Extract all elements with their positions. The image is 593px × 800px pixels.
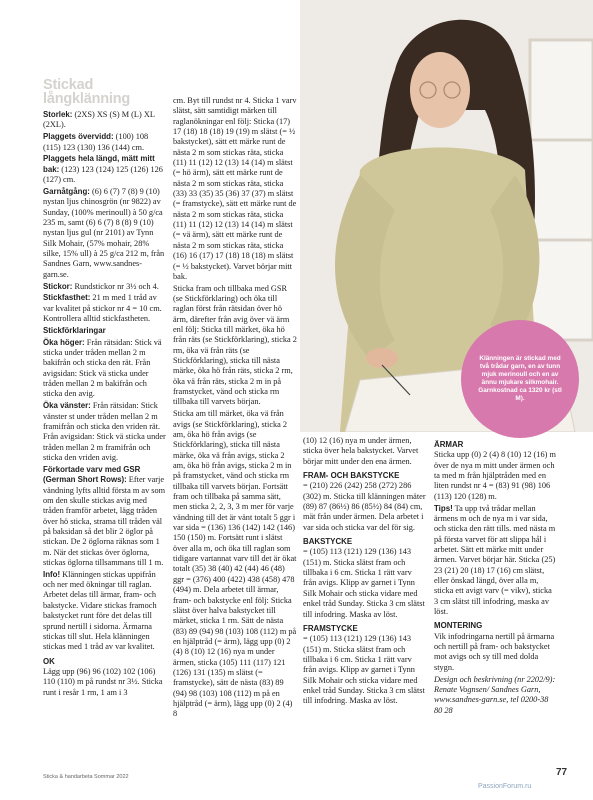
photo-caption-text: Klänningen är stickad med två trådar garn, en av tunn mjuk merinoull och en av ännu mjukare silkmohair. Garnkostnad ca 1320 kr (stl M). [478,354,562,403]
paragraph-label: Stickfasthet: [43,293,91,303]
paragraph-text: cm. Byt till rundst nr 4. Sticka 1 varv slätst, sätt samtidigt märken till raglanökningar enl följ: Sticka (17) 17 (18) 18 (18) 19 (19) m slätst (= ½ bakstycket), sätt ett märke runt de nästa 2 m som stickas räta, sticka (11) 11 (12) 12 (13) 14 (14) m slätst (= hö ärm), sätt ett märke runt de nästa 2 m som stickas räta, sticka (33) 33 (35) 35 (36) 37 (37) m slätst (= framstycke), sätt ett märke runt de nästa 2 m som stickas räta, sticka (11) 11 (12) 12 (13) 14 (14) m slätst (= vä ärm), sätt ett märke runt de nästa 2 m som stickas räta, sticka (16) 16 (17) 17 (18) 18 (18) m slätst (= ½ bakstycket). Varvet börjar mitt bak. [173,96,297,281]
paragraph [43,338,166,400]
paragraph [173,409,297,719]
paragraph-label: Plaggets övervidd: [43,132,114,142]
paragraph [434,504,558,618]
paragraph [43,465,166,568]
section-heading: MONTERING [434,621,483,631]
paragraph-text: Från rätsidan: Stick vänster st under tråden mellan 2 m framifrån och sticka den vriden rät. Från avigsidan: Stick vä sticka under tråden mellan 2 m framifrån och sticka den vriden avig. [43,401,166,462]
paragraph-text: (123) 123 (124) 125 (126) 126 (127) cm. [43,164,163,185]
paragraph [434,675,558,716]
watermark-text: PassionForum.ru [478,783,532,790]
paragraph-text: (10) 12 (16) nya m under ärmen, sticka över hela bakstycket. Varvet börjar mitt under den ena ärmen. [303,436,419,466]
section-heading: OK [43,656,55,666]
paragraph [303,547,427,619]
paragraph-text: Efter varje vändning lyfts alltid första m av som om den skulle stickas avig med tråden framför arbetet, lägg tråden över hö sticka, strama till tråden väl på baksidan så det blir 2 öglor på stickan. De 2 öglorna räknas som 1 m. När det stickas över öglorna, stickas öglorna tillsammans till 1 m. [43,475,166,567]
page-number: 77 [556,767,568,778]
column-2 [173,96,297,721]
paragraph [43,282,166,292]
paragraph-text: (6) 6 (7) 7 (8) 9 (10) nystan ljus chinosgrön (nr 9822) av Sunday, (100% merinoull) à 50 g/ca 235 m, samt (6) 6 (7) 8 (8) 9 (10) nystan ljus gul (nr 2101) av Tynn Silk Mohair, (57% mohair, 28% silke, 15% ull) à 25 g/ca 212 m, från Sandnes Garn, www.sandnes-garn.se. [43,186,165,279]
paragraph-text: (2XS) XS (S) M (L) XL (2XL). [43,110,155,130]
paragraph [43,110,166,131]
paragraph [43,293,166,324]
footer-magazine-name: Sticka & handarbeta Sommar 2022 [43,774,129,780]
article-title: Stickad långklänning [43,77,131,107]
paragraph [173,96,297,282]
section-heading: ÄRMAR [434,440,464,449]
paragraph-text: Rundstickor nr 3½ och 4. [72,281,159,291]
paragraph-text: 21 m med 1 tråd av var kvalitet på stickor nr 4 = 10 cm. Kontrollera alltid stickfastheten. [43,293,162,324]
paragraph-text: Klänningen stickas uppifrån och ner med ökningar till raglan. Arbetet delas till ärmar, fram- och bakstycke. Vidare stickas framoch bakstycket runt före det delas till sprund nertill i sidorna. Ärmarna stickas till slut. Hela klänningen stickas med 1 tråd av var kvalitet. [43,569,157,652]
paragraph [303,481,427,533]
paragraph [303,634,427,706]
paragraph-text: = (105) 113 (121) 129 (136) 143 (151) m. Sticka slätst fram och tillbaka i 6 cm. Sticka 1 rätt varv från avigs. Klipp av garnet i Tynn Silk Mohair och sticka vidare med enkel tråd Sunday. Sticka 3 cm slätst till infodring. Maska av löst. [303,634,425,706]
paragraph-text: Vik infodringarna nertill på ärmarna och nertill på fram- och bakstycket mot avigs och sy till med dolda stygn. [434,631,555,672]
paragraph-label: Stickor: [43,281,73,291]
paragraph [173,284,297,408]
paragraph-label: Öka höger: [43,337,85,347]
paragraph-label: Förkortade varv med GSR (German Short Rows): [43,464,141,485]
paragraph [434,450,558,502]
section-heading: BAKSTYCKE [303,537,353,547]
paragraph [43,187,166,280]
column-3 [303,436,427,708]
paragraph-text: (100) 108 (115) 123 (130) 136 (144) cm. [43,132,149,152]
section-heading: FRAM- OCH BAKSTYCKE [303,471,400,481]
paragraph-text: Sticka upp (0) 2 (4) 8 (10) 12 (16) m över de nya m mitt under ärmen och ta med m från hjälptråden med en liten rundst nr 4 = (83) 91 (98) 106 (113) 120 (128) m. [434,450,556,501]
paragraph-label: Öka vänster: [43,401,91,411]
paragraph [43,326,166,336]
paragraph-text: Lägg upp (96) 96 (102) 102 (106) 110 (110) m på rundst nr 3½. Sticka runt i resår 1 rm, 1 am i 3 [43,666,163,697]
paragraph-text: Från rätsidan: Stick vä sticka under tråden mellan 2 m bakifrån och sticka den rät. Från avigsidan: Stick vä sticka under tråden mellan 2 m bakifrån och sticka den avig. [43,337,162,399]
paragraph-text: = (105) 113 (121) 129 (136) 143 (151) m. Sticka slätst fram och tillbaka i 6 cm. Sticka 1 rätt varv från avigs. Klipp av garnet i Tynn Silk Mohair och sticka vidare med enkel tråd Sunday. Sticka 3 cm slätst till infodring. Maska av löst. [303,547,425,619]
section-heading: FRAMSTYCKE [303,623,358,633]
design-credit: Design och beskrivning (nr 2202/9): Renate Vognsen/ Sandnes Garn, www.sandnes-garn.se, tel 0200-38 80 28 [434,674,556,715]
paragraph-text: Ta upp två trådar mellan ärmens m och de nya m i var sida, och sticka den rätt tills. med nästa m på första varvet för att slippa hål i arbetet. Sätt ett märke mitt under ärmen. Varvet börjar här. Sticka (25) 23 (21) 20 (18) 17 (16) cm slätst, eller önskad längd, över alla m, sticka ett avigt varv (= vikv), sticka 3 cm slätst till infodring, maska av löst. [434,503,556,616]
paragraph [43,570,166,653]
paragraph [43,401,166,463]
paragraph-text: Sticka fram och tillbaka med GSR (se Stickförklaring) och öka till raglan först från rätsidan över hö ärm, därefter från avig över vä ärm enl följ: Sticka till märket, öka hö från räts (se Stickförklaring), sticka 2 rm, öka vä från räts (se Stickförklaring), sticka till nästa märke, öka hö från räts, sticka 2 rm, öka vä från räts, sticka 2 m in på framstycket, vänd och sticka rm tillbaka till varvets början. [173,283,297,407]
paragraph [43,132,166,153]
paragraph-text: Sticka am till märket, öka vä från avigs (se Stickförklaring), sticka 2 am, öka hö från avigs (se Stickförklaring), sticka till nästa märke, öka vä från avigs, sticka 2 am, öka hö från avigs, sticka 2 m in på framstycket, vänd och sticka rm tillbaka till varvets början. Fortsätt fram och tillbaka på samma sätt, men sticka 2, 2, 3, 3 m mer för varje vändning till det är vänt totalt 5 ggr i var sida = (136) 136 (142) 142 (146) 150 (150) m. Fortsätt runt i slätst över alla m, och öka till raglan som tidigare vartannat varv till det är ökat totalt (35) 38 (40) 42 (44) 46 (48) ggr = (376) 400 (422) 438 (458) 478 (494) m. Dela arbetet till ärmar, fram- och bakstycke enl följ: Sticka slätst över halva bakstycket till märket, sticka 1 rm. Sätt de nästa (83) 89 (94) 98 (103) 108 (112) m på en hjälptråd (= ärm), lägg upp (0) 2 (4) 8 (10) 12 (16) nya m under ärmen, sticka (105) 111 (117) 121 (126) 131 (135) m slätst (= framstycke), sätt de nästa (83) 89 (94) 98 (103) 108 (112) m på en hjälptråd (= ärm), lägg upp (0) 2 (4) 8 [173,409,297,719]
column-1 [43,110,166,699]
column-4 [434,436,558,717]
photo-caption-badge [461,320,579,438]
paragraph-label: Info! [43,569,61,579]
paragraph-label: Plaggets hela längd, mätt mitt bak: [43,154,155,174]
paragraph-label: Stickförklaringar [43,325,106,335]
paragraph-label: Garnåtgång: [43,186,90,196]
paragraph-label: Storlek: [43,110,73,119]
paragraph [43,667,166,698]
paragraph-label: Tips! [434,503,453,513]
paragraph [303,436,427,467]
paragraph [43,154,166,185]
paragraph [434,632,558,673]
paragraph-text: = (210) 226 (242) 258 (272) 286 (302) m. Sticka till klänningen mäter (89) 87 (86½) 86 (85½) 84 (84) cm, mät från under ärmen. Dela arbetet i var sida och sticka var del för sig. [303,481,426,532]
